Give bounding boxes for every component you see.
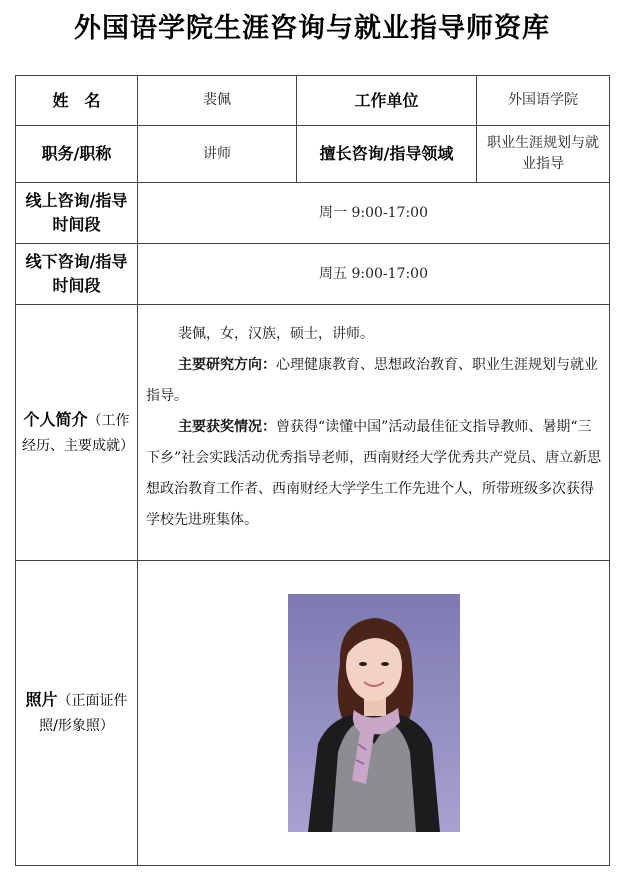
field-label: 擅长咨询/指导领域 [297, 126, 477, 183]
bio-awards [146, 412, 603, 536]
bio-text [138, 305, 610, 561]
awards-label: 主要获奖情况： [178, 419, 276, 435]
research-label: 主要研究方向： [178, 357, 276, 373]
position-value: 讲师 [138, 126, 297, 183]
awards-text: 曾获得“读懂中国”活动最佳征文指导教师、暑期“三下乡”社会实践活动优秀指导老师，西南财经大学优秀共产党员、唐立新思想政治教育工作者、西南财经大学学生工作先进个人，所带班级多次获得学校先进班集体。 [146, 419, 602, 528]
offline-label: 线下咨询/指导时间段 [16, 244, 138, 305]
unit-label: 工作单位 [297, 76, 477, 126]
online-value: 周一 9:00-17:00 [138, 183, 610, 244]
name-label: 姓 名 [16, 76, 138, 126]
photo-label-sub: （正面证件照/形象照） [39, 693, 128, 734]
unit-value: 外国语学院 [477, 76, 610, 126]
offline-value: 周五 9:00-17:00 [138, 244, 610, 305]
photo-label [16, 561, 138, 866]
eye-left [359, 662, 367, 666]
row-position [16, 126, 610, 183]
row-name [16, 76, 610, 126]
bio-research [146, 350, 603, 412]
bio-label-main: 个人简介 [23, 409, 88, 429]
bio-label-sub: （工作经历、主要成就） [22, 412, 134, 454]
portrait-photo [288, 594, 460, 832]
row-offline [16, 244, 610, 305]
profile-table [15, 75, 610, 866]
row-photo [16, 561, 610, 866]
position-label: 职务/职称 [16, 126, 138, 183]
bio-line-basic: 裴佩，女，汉族，硕士，讲师。 [178, 326, 374, 342]
photo-cell [138, 561, 610, 866]
portrait-image [288, 594, 460, 832]
row-online [16, 183, 610, 244]
eye-right [381, 662, 389, 666]
name-value: 裴佩 [138, 76, 297, 126]
row-bio [16, 305, 610, 561]
bio-label [16, 305, 138, 561]
research-text: 心理健康教育、思想政治教育、职业生涯规划与就业指导。 [146, 357, 598, 404]
field-value: 职业生涯规划与就业指导 [477, 126, 610, 183]
page-title: 外国语学院生涯咨询与就业指导师资库 [74, 13, 550, 44]
photo-label-main: 照片 [25, 690, 58, 709]
online-label: 线上咨询/指导时间段 [16, 183, 138, 244]
